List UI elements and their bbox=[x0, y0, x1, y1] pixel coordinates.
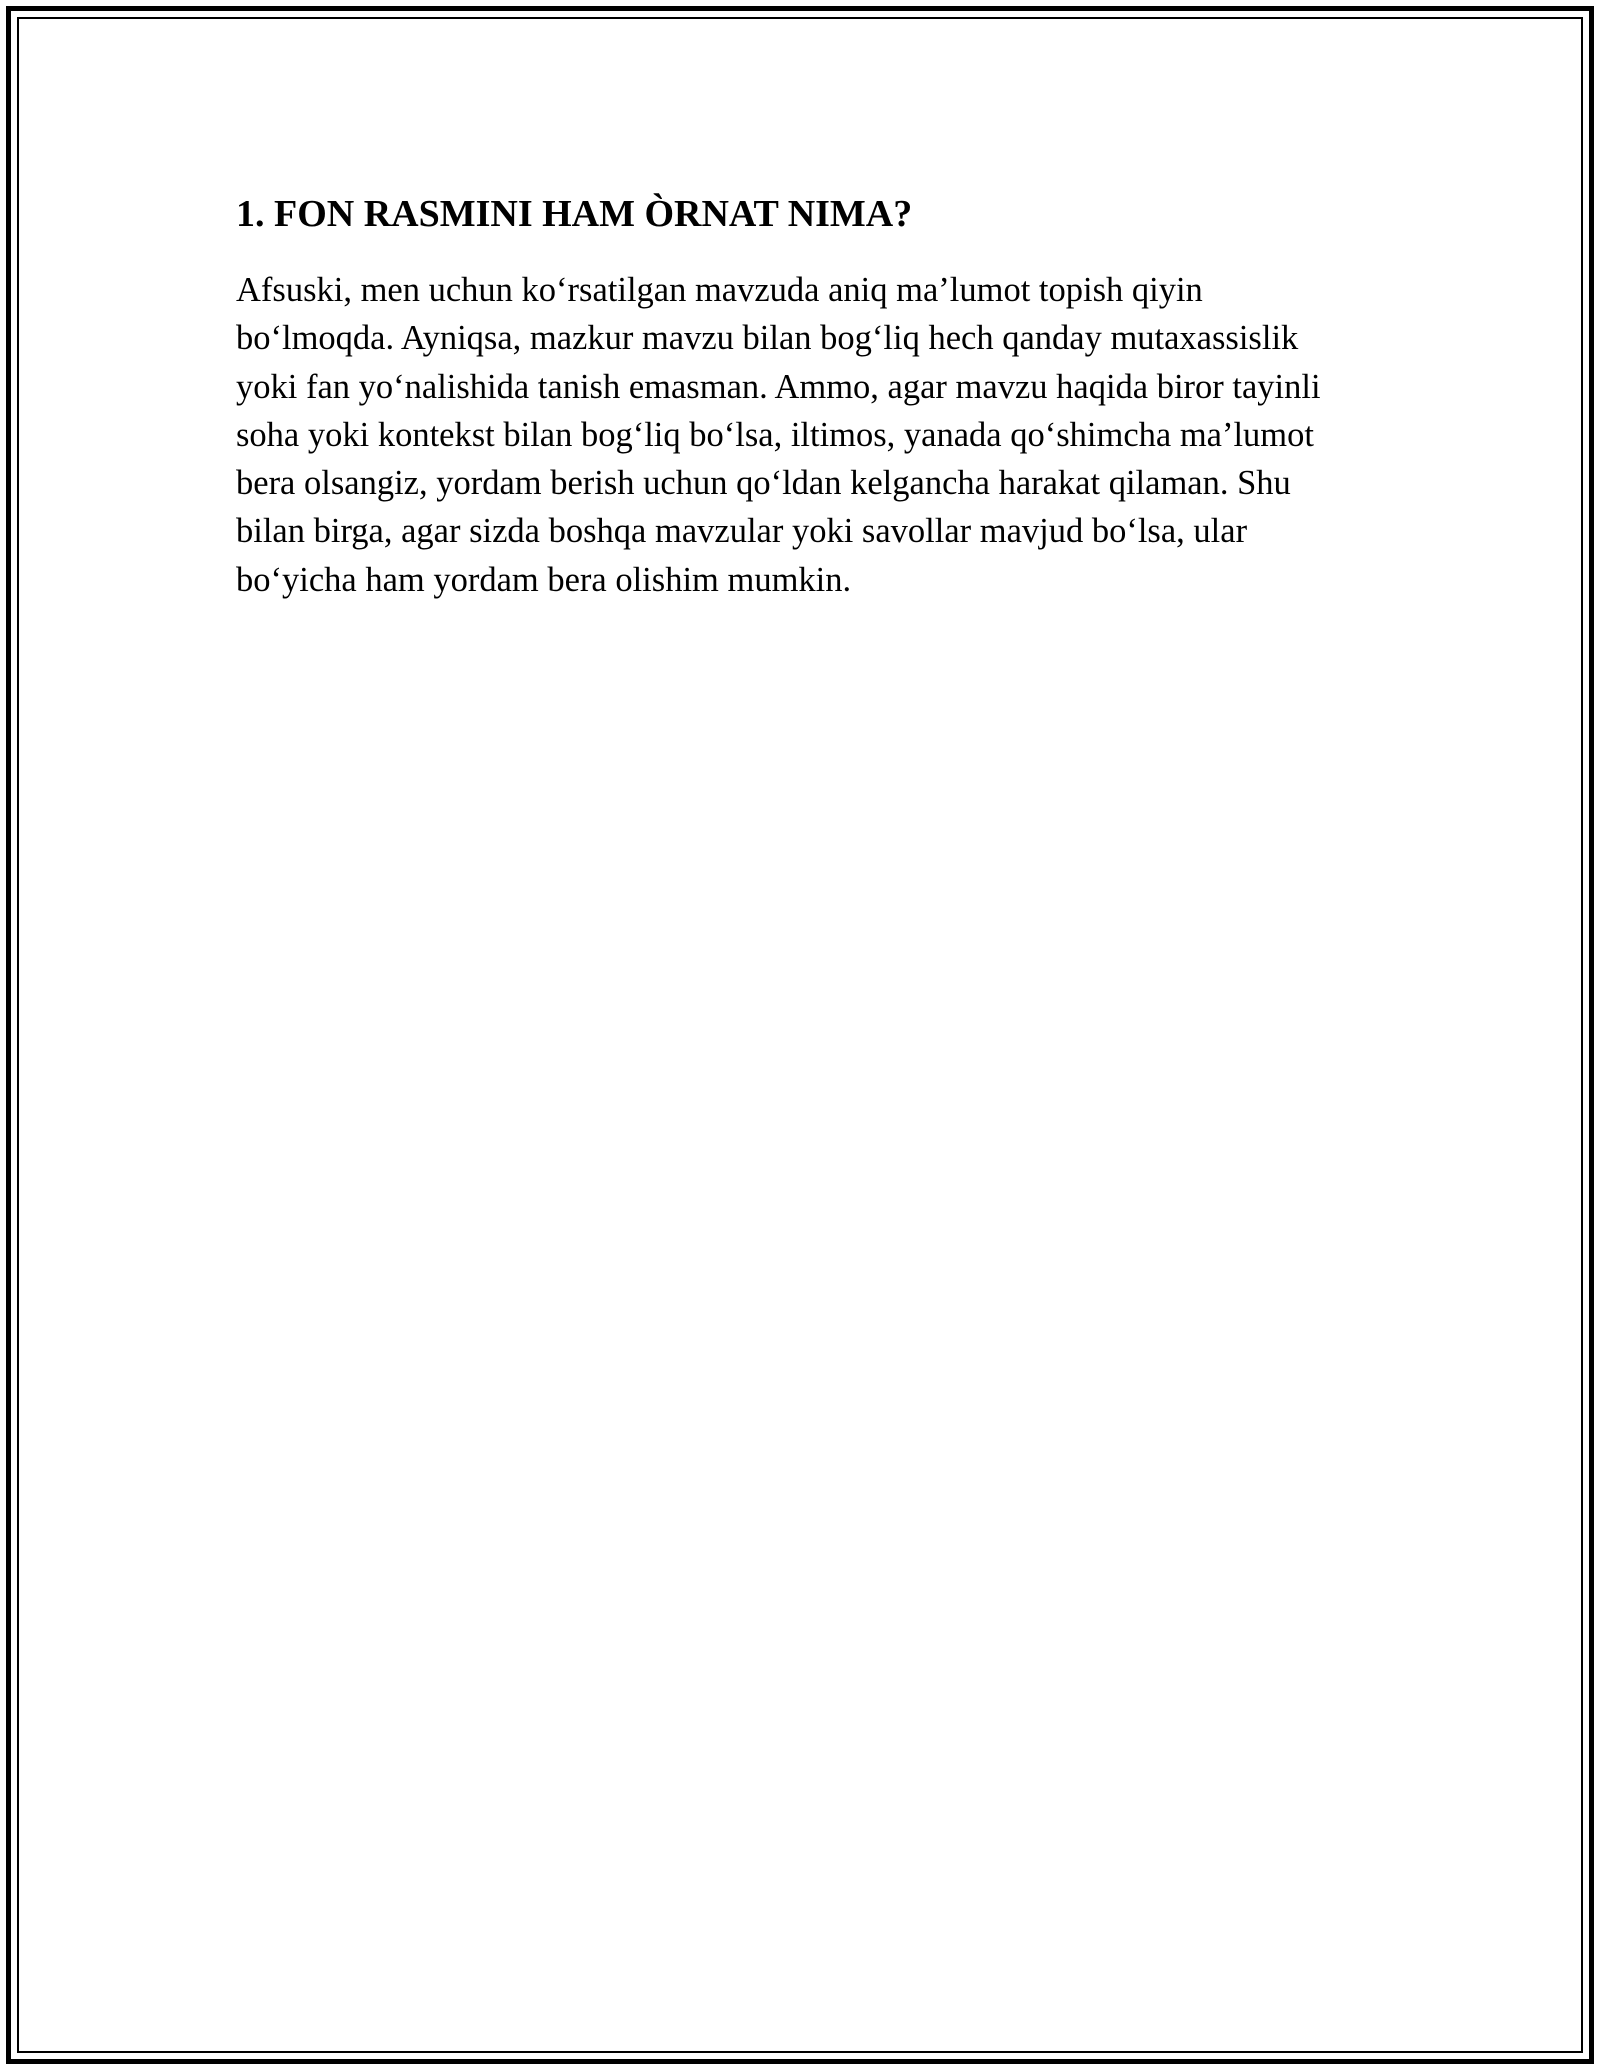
document-content bbox=[236, 186, 1356, 604]
section-heading: 1. FON RASMINI HAM ÒRNAT NIMA? bbox=[236, 193, 913, 235]
body-paragraph: Afsuski, men uchun ko‘rsatilgan mavzuda aniq ma’lumot topish qiyin bo‘lmoqda. Ayniqsa, mazkur mavzu bilan bog‘liq hech qanday mutaxassislik yoki fan yo‘nalishida tanish emasman. Ammo, agar mavzu haqida biror tayinli soha yoki kontekst bilan bog‘liq bo‘lsa, iltimos, yanada qo‘shimcha ma’lumot bera olsangiz, yordam berish uchun qo‘ldan kelgancha harakat qilaman. Shu bilan birga, agar sizda boshqa mavzular yoki savollar mavjud bo‘lsa, ular bo‘yicha ham yordam bera olishim mumkin. bbox=[236, 271, 1321, 599]
